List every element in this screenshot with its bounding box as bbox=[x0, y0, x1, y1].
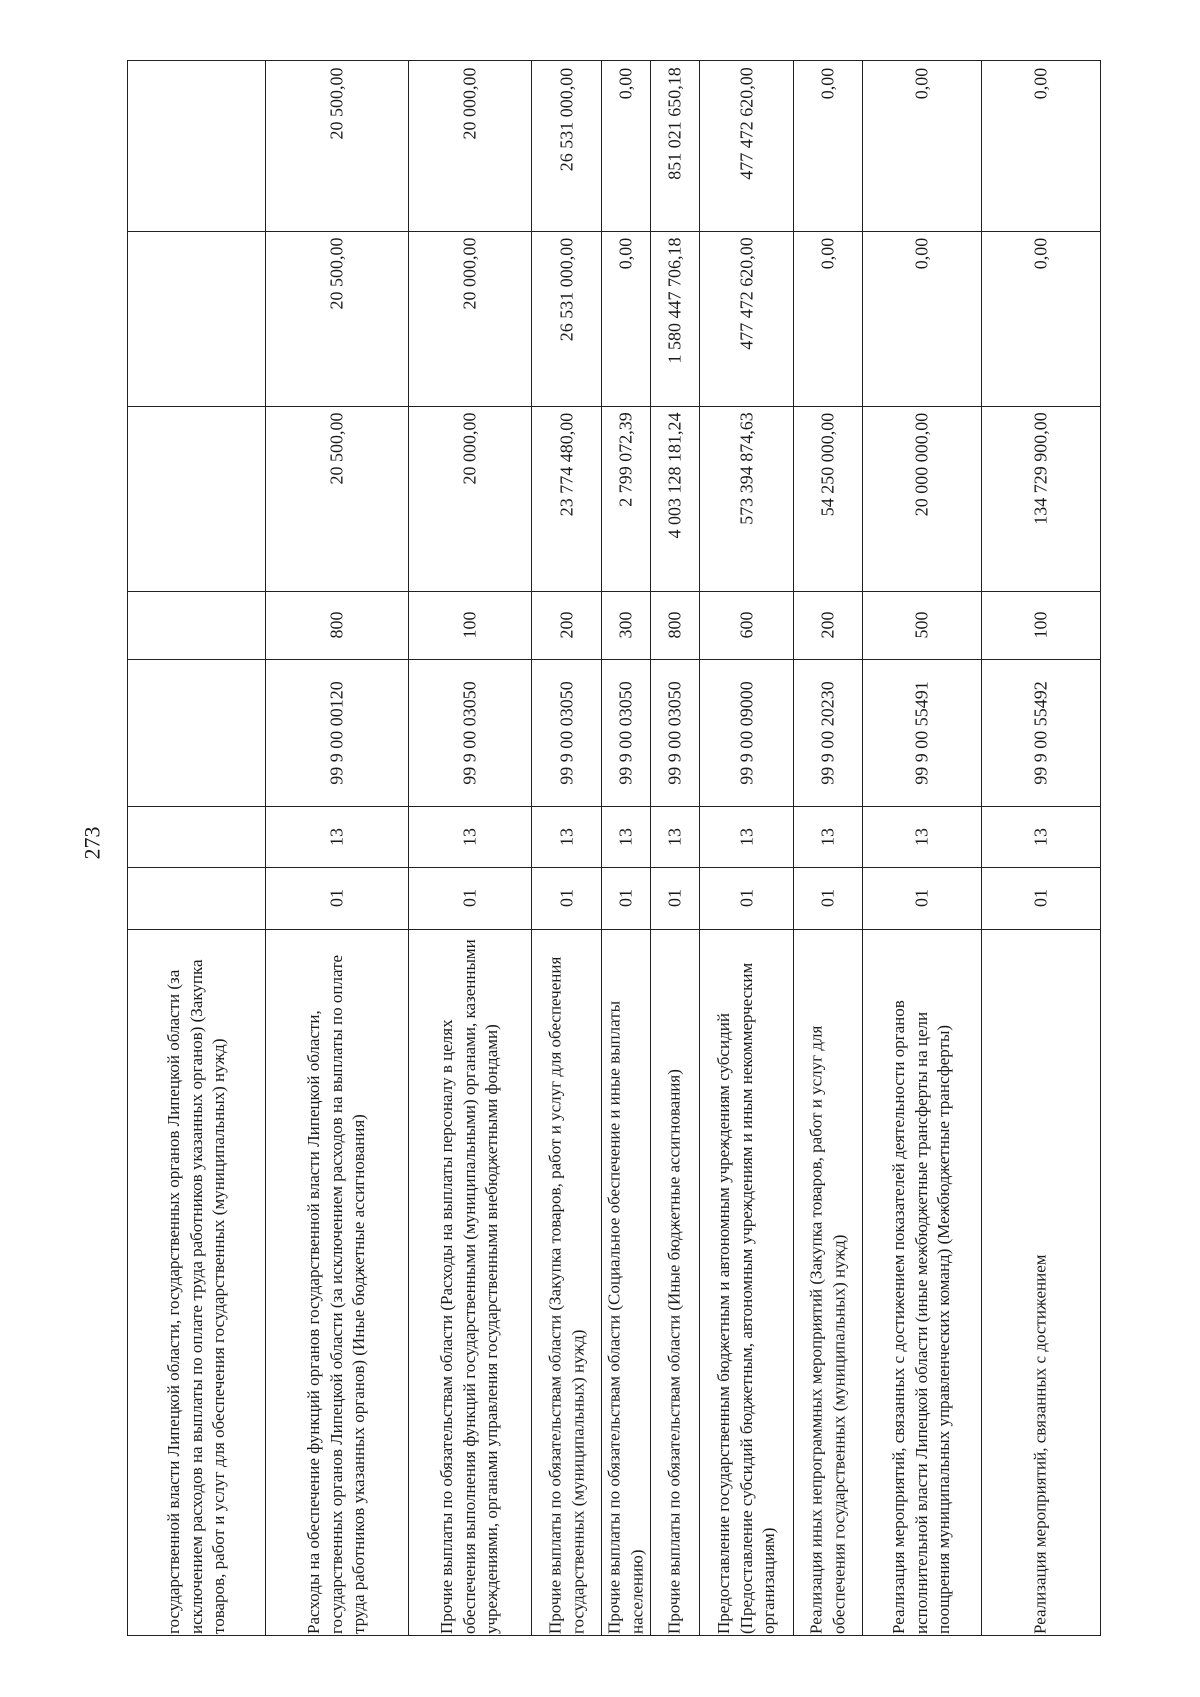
table-row bbox=[794, 61, 863, 1635]
prz-value: 13 bbox=[459, 827, 480, 846]
cell-amount3 bbox=[532, 61, 601, 231]
cell-amount1 bbox=[602, 406, 650, 591]
amount1-value: 573 394 874,63 bbox=[736, 412, 756, 525]
description-text: Реализация иных непрограммных мероприятий (Закупка товаров, работ и услуг для обеспечения государственных (муниципальных) нужд) bbox=[806, 1025, 848, 1634]
amount1-value: 20 000,00 bbox=[459, 412, 480, 484]
cell-prz bbox=[409, 806, 531, 867]
csr-value: 99 9 00 00120 bbox=[326, 680, 347, 785]
amount3-value: 26 531 000,00 bbox=[556, 67, 576, 171]
cell-description bbox=[866, 932, 978, 1634]
rz-value: 01 bbox=[817, 889, 838, 907]
csr-value: 99 9 00 55492 bbox=[1030, 680, 1051, 785]
cell-amount3 bbox=[409, 61, 531, 231]
cell-vr bbox=[266, 591, 408, 659]
cell-rz bbox=[602, 867, 650, 929]
cell-rz bbox=[982, 867, 1100, 929]
cell-description bbox=[605, 932, 647, 1634]
cell-border bbox=[700, 929, 793, 930]
rz-value: 01 bbox=[459, 889, 480, 907]
amount2-value: 1 580 447 706,18 bbox=[664, 237, 685, 363]
vr-value: 800 bbox=[326, 611, 347, 639]
prz-value: 13 bbox=[664, 827, 685, 846]
rz-value: 01 bbox=[911, 889, 932, 907]
cell-csr bbox=[863, 659, 981, 806]
cell-vr bbox=[128, 591, 265, 659]
cell-amount3 bbox=[982, 61, 1100, 231]
amount3-value: 0,00 bbox=[615, 67, 636, 99]
amount2-value: 477 472 620,00 bbox=[736, 237, 756, 350]
cell-border bbox=[794, 929, 862, 930]
cell-prz bbox=[532, 806, 601, 867]
amount2-value: 0,00 bbox=[911, 237, 932, 269]
csr-value: 99 9 00 03050 bbox=[556, 680, 576, 785]
cell-border bbox=[128, 929, 265, 930]
cell-vr bbox=[409, 591, 531, 659]
cell-vr bbox=[863, 591, 981, 659]
cell-csr bbox=[266, 659, 408, 806]
cell-amount1 bbox=[700, 406, 793, 591]
cell-amount3 bbox=[128, 61, 265, 231]
cell-amount2 bbox=[266, 231, 408, 406]
cell-border bbox=[651, 929, 699, 930]
cell-amount3 bbox=[700, 61, 793, 231]
budget-table bbox=[127, 60, 1101, 1636]
cell-description bbox=[797, 932, 859, 1634]
cell-amount3 bbox=[651, 61, 699, 231]
cell-amount1 bbox=[532, 406, 601, 591]
vr-value: 100 bbox=[459, 611, 480, 639]
cell-rz bbox=[532, 867, 601, 929]
csr-value: 99 9 00 03050 bbox=[664, 680, 685, 785]
table-row bbox=[409, 61, 532, 1635]
cell-amount3 bbox=[602, 61, 650, 231]
amount1-value: 23 774 480,00 bbox=[556, 412, 576, 516]
cell-amount3 bbox=[863, 61, 981, 231]
description-text: Прочие выплаты по обязательствам области (Закупка товаров, работ и услуг для обеспечения государственных (муниципальных) нужд) bbox=[544, 956, 587, 1634]
amount2-value: 26 531 000,00 bbox=[556, 237, 576, 341]
cell-prz bbox=[266, 806, 408, 867]
description-text: Реализация мероприятий, связанных с достижением показателей деятельности органов исполнительной власти Липецкой области (иные межбюджетные трансферты на цели поощрения муниципальных управленческих команд) (Межбюджетные трансферты) bbox=[889, 1000, 954, 1634]
cell-rz bbox=[128, 867, 265, 929]
cell-csr bbox=[128, 659, 265, 806]
table-row bbox=[863, 61, 982, 1635]
prz-value: 13 bbox=[817, 827, 838, 846]
amount1-value: 20 000 000,00 bbox=[911, 412, 932, 516]
cell-amount2 bbox=[982, 231, 1100, 406]
cell-csr bbox=[700, 659, 793, 806]
vr-value: 200 bbox=[817, 611, 838, 639]
table-row bbox=[651, 61, 700, 1635]
cell-border bbox=[982, 929, 1100, 930]
cell-vr bbox=[700, 591, 793, 659]
cell-csr bbox=[532, 659, 601, 806]
prz-value: 13 bbox=[911, 827, 932, 846]
amount3-value: 477 472 620,00 bbox=[736, 67, 756, 180]
amount2-value: 20 000,00 bbox=[459, 237, 480, 309]
amount1-value: 2 799 072,39 bbox=[615, 412, 636, 507]
amount2-value: 0,00 bbox=[1030, 237, 1051, 269]
vr-value: 800 bbox=[664, 611, 685, 639]
cell-description bbox=[269, 932, 405, 1634]
cell-rz bbox=[266, 867, 408, 929]
cell-amount1 bbox=[266, 406, 408, 591]
amount3-value: 0,00 bbox=[817, 67, 838, 99]
rz-value: 01 bbox=[326, 889, 347, 907]
cell-prz bbox=[863, 806, 981, 867]
cell-amount2 bbox=[128, 231, 265, 406]
cell-prz bbox=[128, 806, 265, 867]
table-row bbox=[602, 61, 651, 1635]
prz-value: 13 bbox=[326, 827, 347, 846]
cell-prz bbox=[700, 806, 793, 867]
vr-value: 200 bbox=[556, 611, 576, 639]
cell-amount1 bbox=[128, 406, 265, 591]
cell-csr bbox=[982, 659, 1100, 806]
cell-amount3 bbox=[266, 61, 408, 231]
prz-value: 13 bbox=[736, 827, 756, 846]
cell-rz bbox=[794, 867, 862, 929]
cell-amount2 bbox=[602, 231, 650, 406]
cell-prz bbox=[794, 806, 862, 867]
table-row bbox=[700, 61, 794, 1635]
cell-description bbox=[535, 932, 598, 1634]
description-text: Прочие выплаты по обязательствам области (Расходы на выплаты персоналу в целях обеспечения выполнения функций государственными (муниципальными) органами, казенными учреждениями, органами управления государственными внебюджетными фондами) bbox=[437, 939, 502, 1634]
csr-value: 99 9 00 55491 bbox=[911, 680, 932, 785]
cell-amount2 bbox=[532, 231, 601, 406]
amount3-value: 20 000,00 bbox=[459, 67, 480, 139]
prz-value: 13 bbox=[1030, 827, 1051, 846]
cell-csr bbox=[602, 659, 650, 806]
cell-border bbox=[863, 929, 981, 930]
cell-amount1 bbox=[794, 406, 862, 591]
cell-amount1 bbox=[863, 406, 981, 591]
amount1-value: 134 729 900,00 bbox=[1030, 412, 1051, 525]
amount2-value: 0,00 bbox=[817, 237, 838, 269]
cell-rz bbox=[651, 867, 699, 929]
cell-prz bbox=[982, 806, 1100, 867]
cell-vr bbox=[982, 591, 1100, 659]
rz-value: 01 bbox=[1030, 889, 1051, 907]
cell-amount2 bbox=[651, 231, 699, 406]
cell-description bbox=[703, 932, 790, 1634]
csr-value: 99 9 00 09000 bbox=[736, 680, 756, 785]
cell-amount3 bbox=[794, 61, 862, 231]
amount1-value: 54 250 000,00 bbox=[817, 412, 838, 516]
vr-value: 500 bbox=[911, 611, 932, 639]
amount3-value: 851 021 650,18 bbox=[664, 67, 685, 180]
amount3-value: 0,00 bbox=[1030, 67, 1051, 99]
table-row bbox=[982, 61, 1100, 1635]
amount2-value: 20 500,00 bbox=[326, 237, 347, 309]
description-text: Расходы на обеспечение функций органов государственной власти Липецкой области, государственных органов Липецкой области (за исключением расходов на выплаты по оплате труда работников указанных органов) (Иные бюджетные ассигнования) bbox=[304, 954, 369, 1634]
rz-value: 01 bbox=[615, 889, 636, 907]
rz-value: 01 bbox=[556, 889, 576, 907]
cell-border bbox=[266, 929, 408, 930]
cell-border bbox=[409, 929, 531, 930]
description-text: Предоставление государственным бюджетным и автономным учреждениям субсидий (Предоставление субсидий бюджетным, автономным учреждениям и иным некоммерческим организациям) bbox=[713, 962, 778, 1634]
amount3-value: 0,00 bbox=[911, 67, 932, 99]
cell-rz bbox=[409, 867, 531, 929]
cell-rz bbox=[700, 867, 793, 929]
cell-amount2 bbox=[409, 231, 531, 406]
rz-value: 01 bbox=[664, 889, 685, 907]
cell-amount2 bbox=[700, 231, 793, 406]
prz-value: 13 bbox=[615, 827, 636, 846]
description-text: Прочие выплаты по обязательствам области (Иные бюджетные ассигнования) bbox=[664, 1069, 684, 1634]
cell-prz bbox=[651, 806, 699, 867]
amount3-value: 20 500,00 bbox=[326, 67, 347, 139]
cell-amount1 bbox=[409, 406, 531, 591]
vr-value: 600 bbox=[736, 611, 756, 639]
vr-value: 300 bbox=[615, 611, 636, 639]
prz-value: 13 bbox=[556, 827, 576, 846]
cell-vr bbox=[794, 591, 862, 659]
page-number: 273 bbox=[79, 826, 105, 860]
csr-value: 99 9 00 03050 bbox=[459, 680, 480, 785]
cell-description bbox=[412, 932, 528, 1634]
csr-value: 99 9 00 20230 bbox=[817, 680, 838, 785]
cell-rz bbox=[863, 867, 981, 929]
rz-value: 01 bbox=[736, 889, 756, 907]
cell-amount2 bbox=[863, 231, 981, 406]
amount1-value: 20 500,00 bbox=[326, 412, 347, 484]
cell-description bbox=[654, 932, 696, 1634]
cell-description bbox=[131, 932, 262, 1634]
description-text: государственной власти Липецкой области, государственных органов Липецкой области (за исключением расходов на выплаты по оплате труда работников указанных органов) (Закупка товаров, работ и услуг для обеспечения государственных (муниципальных) нужд) bbox=[163, 959, 228, 1634]
csr-value: 99 9 00 03050 bbox=[615, 680, 636, 785]
cell-amount1 bbox=[982, 406, 1100, 591]
description-text: Прочие выплаты по обязательствам области (Социальное обеспечение и иные выплаты населению) bbox=[604, 1000, 646, 1634]
cell-csr bbox=[409, 659, 531, 806]
description-text: Реализация мероприятий, связанных с достижением bbox=[1030, 1254, 1050, 1634]
cell-csr bbox=[651, 659, 699, 806]
table-row bbox=[266, 61, 409, 1635]
cell-amount2 bbox=[794, 231, 862, 406]
amount1-value: 4 003 128 181,24 bbox=[664, 412, 685, 538]
cell-description bbox=[985, 932, 1097, 1634]
cell-amount1 bbox=[651, 406, 699, 591]
table-row bbox=[128, 61, 266, 1635]
table-row bbox=[532, 61, 602, 1635]
cell-vr bbox=[532, 591, 601, 659]
amount2-value: 0,00 bbox=[615, 237, 636, 269]
cell-vr bbox=[602, 591, 650, 659]
cell-csr bbox=[794, 659, 862, 806]
cell-vr bbox=[651, 591, 699, 659]
cell-border bbox=[602, 929, 650, 930]
vr-value: 100 bbox=[1030, 611, 1051, 639]
cell-border bbox=[532, 929, 601, 930]
cell-prz bbox=[602, 806, 650, 867]
